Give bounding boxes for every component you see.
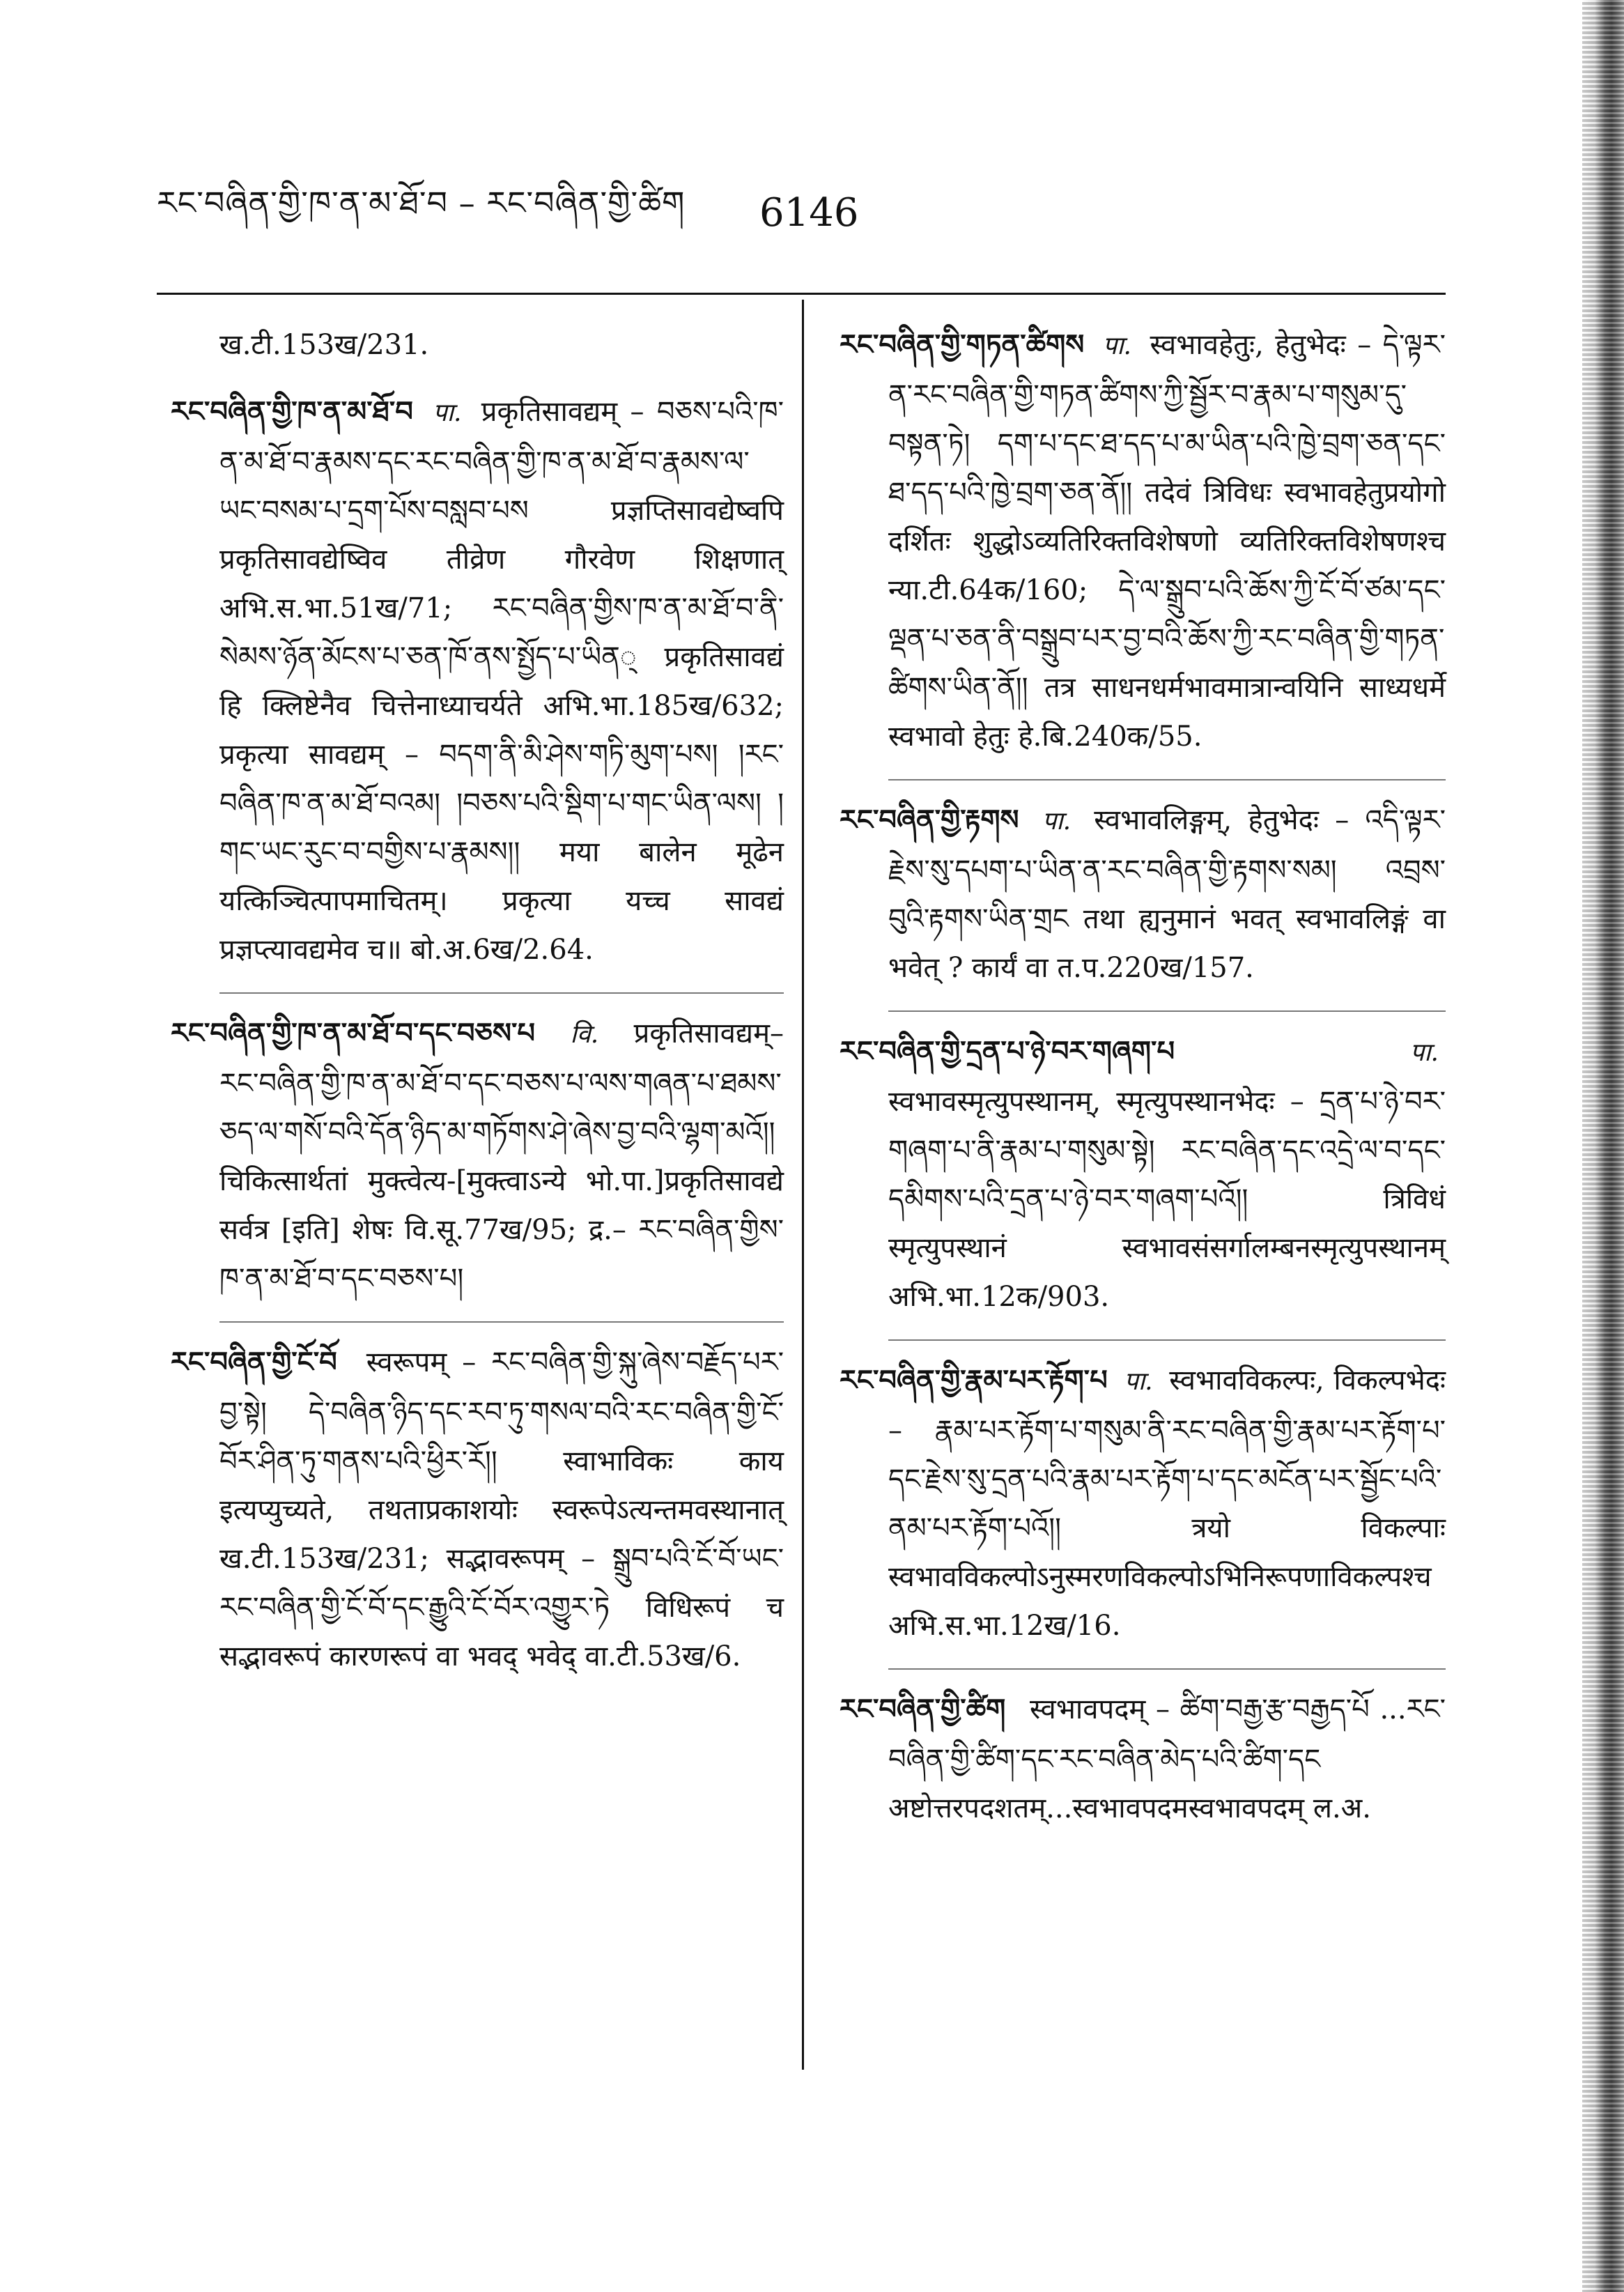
entry-body: ख.टी.153ख/231. — [219, 329, 429, 361]
entry-body: स्वभावविकल्पः, विकल्पभेदः – རྣམ་པར་རྟོག་པ་གསུམ་ནི་རང་བཞིན་གྱི་རྣམ་པར་རྟོག་པ་དང་རྗེས་སུ་དྲན་པའི་རྣམ་པར་རྟོག་པ་དང་མངོན་པར་སྦྱོང་པའི་ནམ་པར་རྟོག་པའོ།། त्रयो विकल्पाः स्वभावविकल्पोऽनुस्मरणविकल्पोऽभिनिरूपणाविकल्पश्च अभि.स.भा.12ख/16. — [888, 1364, 1446, 1642]
entry-body: स्वभावस्मृत्युपस्थानम्, स्मृत्युपस्थानभेदः – དྲན་པ་ཉེ་བར་གཞག་པ་ནི་རྣམ་པ་གསུམ་སྟེ། རང་བཞིན་དང་འདྲེ་ལ་བ་དང་དམིགས་པའི་དྲན་པ་ཉེ་བར་གཞག་པའོ།། त्रिविधं स्मृत्युपस्थानं स्वभावसंसर्गालम्बनस्मृत्युपस्थानम् अभि.भा.12क/903. — [888, 1086, 1446, 1313]
entry-headword: རང་བཞིན་གྱི་རྣམ་པར་རྟོག་པ — [840, 1364, 1108, 1397]
left-column — [157, 321, 784, 1699]
entry-tag: वि. — [570, 1020, 599, 1049]
dictionary-entry — [826, 1685, 1446, 1833]
dictionary-entry — [826, 796, 1446, 992]
entry-body: स्वभावपदम् – ཚིག་བརྒྱ་རྩ་བརྒྱད་པོ ...རང་བཞིན་གྱི་ཚིག་དང་རང་བཞིན་མེད་པའི་ཚིག་དང अष्टोत्तरपदशतम्...स्वभावपदमस्वभावपदम् ल.अ. — [888, 1693, 1446, 1824]
entry-body: स्वरूपम् – རང་བཞིན་གྱི་སྐུ་ཞེས་བརྗོད་པར་བྱ་སྟེ། དེ་བཞིན་ཉིད་དང་རབ་ཏུ་གསལ་བའི་རང་བཞིན་གྱི་ངོ་བོར་ཤིན་ཏུ་གནས་པའི་ཕྱིར་རོ།། स्वाभाविकः काय इत्यप्युच्यते, तथताप्रकाशयोः स्वरूपेऽत्यन्तमवस्थानात् ख.टी.153ख/231; सद्भावरूपम् – སྒྲུབ་པའི་ངོ་བོ་ཡང་རང་བཞིན་གྱི་ངོ་བོ་དང་རྒྱུའི་ངོ་བོར་འགྱུར་ཏེ विधिरूपं च सद्भावरूपं कारणरूपं वा भवद् भवेद् वा.टी.53ख/6. — [219, 1346, 784, 1672]
entry-body: स्वभावलिङ्गम्, हेतुभेदः – འདི་ལྟར་རྗེས་སུ་དཔག་པ་ཡིན་ན་རང་བཞིན་གྱི་རྟགས་སམ། འབྲས་བུའི་རྟགས་ཡིན་གྲང तथा ह्यनुमानं भवत् स्वभावलिङ्गं वा भवेत् ? कार्यं वा त.प.220ख/157. — [888, 804, 1446, 984]
entry-tag: पा. — [1124, 1367, 1153, 1396]
running-header — [157, 178, 1460, 247]
entry-headword: རང་བཞིན་གྱི་ཚིག — [840, 1693, 1006, 1725]
entry-separator — [888, 1010, 1446, 1012]
entry-body: प्रकृतिसावद्यम्–རང་བཞིན་གྱི་ཁ་ན་མ་ཐོ་བ་དང་བཅས་པ་ལས་གཞན་པ་ཐམས་ཅད་ལ་གསོ་བའི་དོན་ཉིད་མ་གཏོགས་ཤེ་ཞེས་བྱ་བའི་ལྷག་མའོ།། चिकित्सार्थतां मुक्त्वेत्य-[मुक्त्वाऽन्ये भो.पा.]प्रकृतिसावद्ये सर्वत्र [इति] शेषः वि.सू.77ख/95; द्र.– རང་བཞིན་གྱིས་ཁ་ན་མ་ཐོ་བ་དང་བཅས་པ། — [219, 1017, 784, 1295]
entry-headword: རང་བཞིན་གྱི་ཁ་ན་མ་ཐོ་བ — [171, 395, 413, 428]
entry-tag: पा. — [433, 399, 462, 427]
dictionary-entry — [157, 387, 784, 974]
entry-continuation — [157, 321, 784, 369]
entry-separator — [888, 1668, 1446, 1670]
right-column — [826, 321, 1446, 1851]
dictionary-entry — [826, 1356, 1446, 1650]
column-divider — [802, 300, 804, 2070]
entry-separator — [219, 1321, 784, 1323]
dictionary-entry — [826, 1027, 1446, 1321]
entry-headword: རང་བཞིན་གྱི་གཏན་ཚིགས — [840, 328, 1085, 361]
entry-headword: རང་བཞིན་གྱི་དྲན་པ་ཉེ་བར་གཞག་པ — [840, 1035, 1175, 1068]
entry-separator — [888, 1339, 1446, 1341]
page-binding-edge — [1582, 0, 1624, 2292]
entry-tag: पा. — [1042, 807, 1072, 836]
entry-body: प्रकृतिसावद्यम् – བཅས་པའི་ཁ་ན་མ་ཐོ་བ་རྣམས་དང་རང་བཞིན་གྱི་ཁ་ན་མ་ཐོ་བ་རྣམས་ལ་ཡང་བསམ་པ་དྲག་པོས་བསླབ་པས प्रज्ञप्तिसावद्येष्वपि प्रकृतिसावद्येष्विव तीव्रेण गौरवेण शिक्षणात् अभि.स.भा.51ख/71; རང་བཞིན་གྱིས་ཁ་ན་མ་ཐོ་བ་ནི་སེམས་ཉོན་མོངས་པ་ཅན་ཁོ་ནས་སྤྱོད་པ་ཡིན् प्रकृतिसावद्यं हि क्लिष्टेनैव चित्तेनाध्याचर्यते अभि.भा.185ख/632; प्रकृत्या सावद्यम् – བདག་ནི་མི་ཤེས་གཏི་མུག་པས། །རང་བཞིན་ཁ་ན་མ་ཐོ་བའམ། །བཅས་པའི་སྡིག་པ་གང་ཡིན་ལས། །གང་ཡང་རུང་བ་བགྱིས་པ་རྣམས།། मया बालेन मूढेन यत्किञ्चित्पापमाचितम्। प्रकृत्या यच्च सावद्यं प्रज्ञप्त्यावद्यमेव च॥ बो.अ.6ख/2.64. — [219, 396, 784, 966]
dictionary-entry — [826, 321, 1446, 761]
dictionary-entry — [157, 1009, 784, 1303]
entry-tag: पा. — [1409, 1038, 1439, 1067]
dictionary-entry — [157, 1338, 784, 1681]
entry-headword: རང་བཞིན་གྱི་རྟགས — [840, 803, 1019, 836]
entry-headword: རང་བཞིན་གྱི་ཁ་ན་མ་ཐོ་བ་དང་བཅས་པ — [171, 1017, 535, 1049]
entry-separator — [888, 779, 1446, 780]
page-number: 6146 — [759, 190, 859, 236]
entry-headword: རང་བཞིན་གྱི་ངོ་བོ — [171, 1346, 337, 1378]
entry-tag: पा. — [1102, 332, 1131, 360]
header-title: རང་བཞིན་གྱི་ཁ་ན་མ་ཐོ་བ – རང་བཞིན་གྱི་ཚིག — [157, 183, 686, 222]
entry-body: स्वभावहेतुः, हेतुभेदः – དེ་ལྟར་ན་རང་བཞིན་གྱི་གཏན་ཚིགས་ཀྱི་སྦྱོར་བ་རྣམ་པ་གསུམ་དུ་བསྟན་ཏེ། དག་པ་དང་ཐ་དད་པ་མ་ཡིན་པའི་ཁྱེ་བྲག་ཅན་དང་ཐ་དད་པའི་ཁྱེ་བྲག་ཅན་ནོ།། तदेवं त्रिविधः स्वभावहेतुप्रयोगो दर्शितः शुद्धोऽव्यतिरिक्तविशेषणो व्यतिरिक्तविशेषणश्च न्या.टी.64क/160; དེ་ལ་སྒྲུབ་པའི་ཆོས་ཀྱི་ངོ་བོ་ཙམ་དང་ལྡན་པ་ཅན་ནི་བསྒྲུབ་པར་བྱ་བའི་ཆོས་ཀྱི་རང་བཞིན་གྱི་གཏན་ཚིགས་ཡིན་ནོ།། तत्र साधनधर्मभावमात्रान्वयिनि साध्यधर्मे स्वभावो हेतुः हे.बि.240क/55. — [888, 329, 1446, 753]
entry-separator — [219, 992, 784, 994]
header-rule — [157, 293, 1446, 295]
